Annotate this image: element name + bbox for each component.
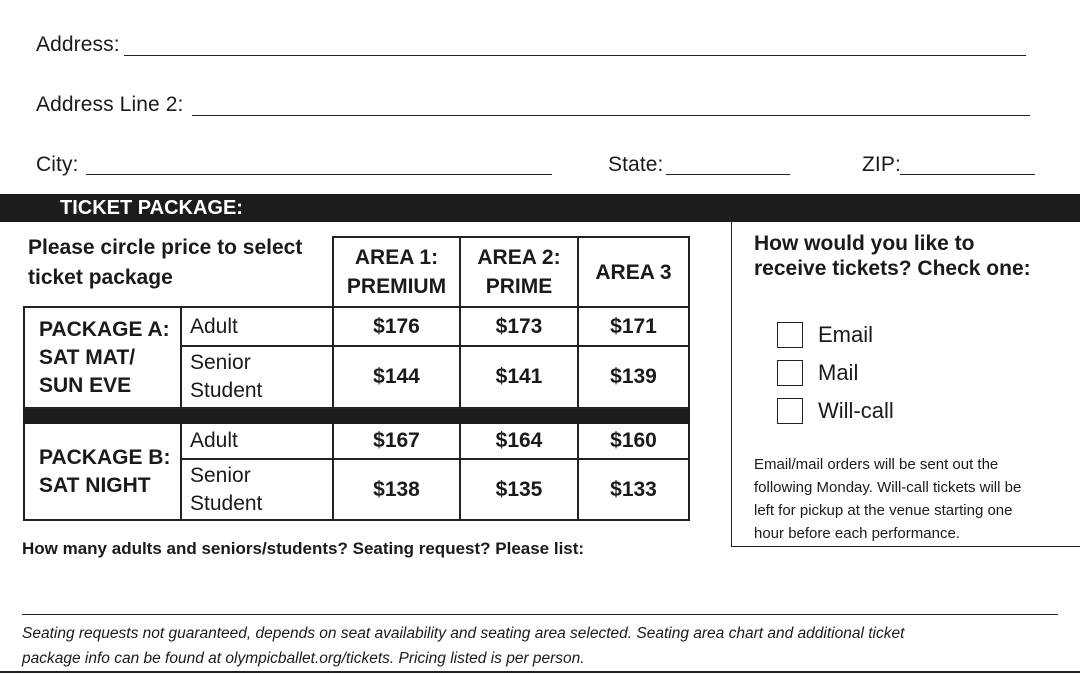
bottom-rule (0, 671, 1080, 673)
will-call-option-label: Will-call (818, 398, 894, 423)
zip-label: ZIP: (862, 153, 901, 176)
zip-field[interactable] (900, 174, 1035, 175)
ticket-type-label: Senior Student (181, 346, 333, 408)
price-cell[interactable]: $139 (578, 346, 689, 408)
package-a-label: PACKAGE A: SAT MAT/ SUN EVE (24, 307, 181, 408)
email-option-label: Email (818, 322, 874, 347)
package-separator (24, 408, 689, 423)
address-label: Address: (36, 33, 120, 56)
price-cell[interactable]: $138 (333, 459, 460, 520)
price-table (23, 236, 690, 521)
price-cell[interactable]: $144 (333, 346, 460, 408)
price-cell[interactable]: $164 (460, 423, 578, 459)
area-header: AREA 3 (578, 237, 689, 307)
price-cell[interactable]: $135 (460, 459, 578, 520)
address2-label: Address Line 2: (36, 93, 184, 116)
will-call-option[interactable] (777, 398, 894, 424)
price-cell[interactable]: $171 (578, 307, 689, 346)
area-header: AREA 2: PRIME (460, 237, 578, 307)
delivery-note: Email/mail orders will be sent out the following Monday. Will-call tickets will be left for pickup at the venue starting one hour before each performance. (754, 456, 1022, 542)
state-label: State: (608, 153, 664, 176)
package-b-label: PACKAGE B: SAT NIGHT (24, 423, 181, 520)
area-header: AREA 1: PREMIUM (333, 237, 460, 307)
mail-checkbox[interactable] (777, 360, 803, 386)
email-option[interactable] (777, 322, 873, 348)
table-corner (24, 237, 333, 307)
state-field[interactable] (666, 174, 790, 175)
seating-question: How many adults and seniors/students? Seating request? Please list: (22, 539, 585, 558)
price-cell[interactable]: $133 (578, 459, 689, 520)
mail-option-label: Mail (818, 360, 859, 385)
city-label: City: (36, 153, 79, 176)
price-cell[interactable]: $141 (460, 346, 578, 408)
address-field[interactable] (124, 55, 1026, 56)
price-cell[interactable]: $173 (460, 307, 578, 346)
ticket-type-label: Senior Student (181, 459, 333, 520)
ticket-type-label: Adult (181, 423, 333, 459)
delivery-question: How would you like to receive tickets? Check one: (754, 232, 1031, 280)
will-call-checkbox[interactable] (777, 398, 803, 424)
price-instruction: Please circle price to select ticket package (28, 236, 303, 289)
seating-disclaimer: Seating requests not guaranteed, depends on seat availability and seating area selected. Seating area chart and additional ticket package info can be found at olympicballet.org/tickets. Pricing listed is per person. (22, 625, 905, 667)
mail-option[interactable] (777, 360, 858, 386)
seating-request-field[interactable] (22, 614, 1058, 615)
city-field[interactable] (86, 174, 552, 175)
address2-field[interactable] (192, 115, 1030, 116)
price-cell[interactable]: $160 (578, 423, 689, 459)
price-cell[interactable]: $167 (333, 423, 460, 459)
ticket-type-label: Adult (181, 307, 333, 346)
email-checkbox[interactable] (777, 322, 803, 348)
price-cell[interactable]: $176 (333, 307, 460, 346)
section-title: TICKET PACKAGE: (60, 197, 243, 219)
